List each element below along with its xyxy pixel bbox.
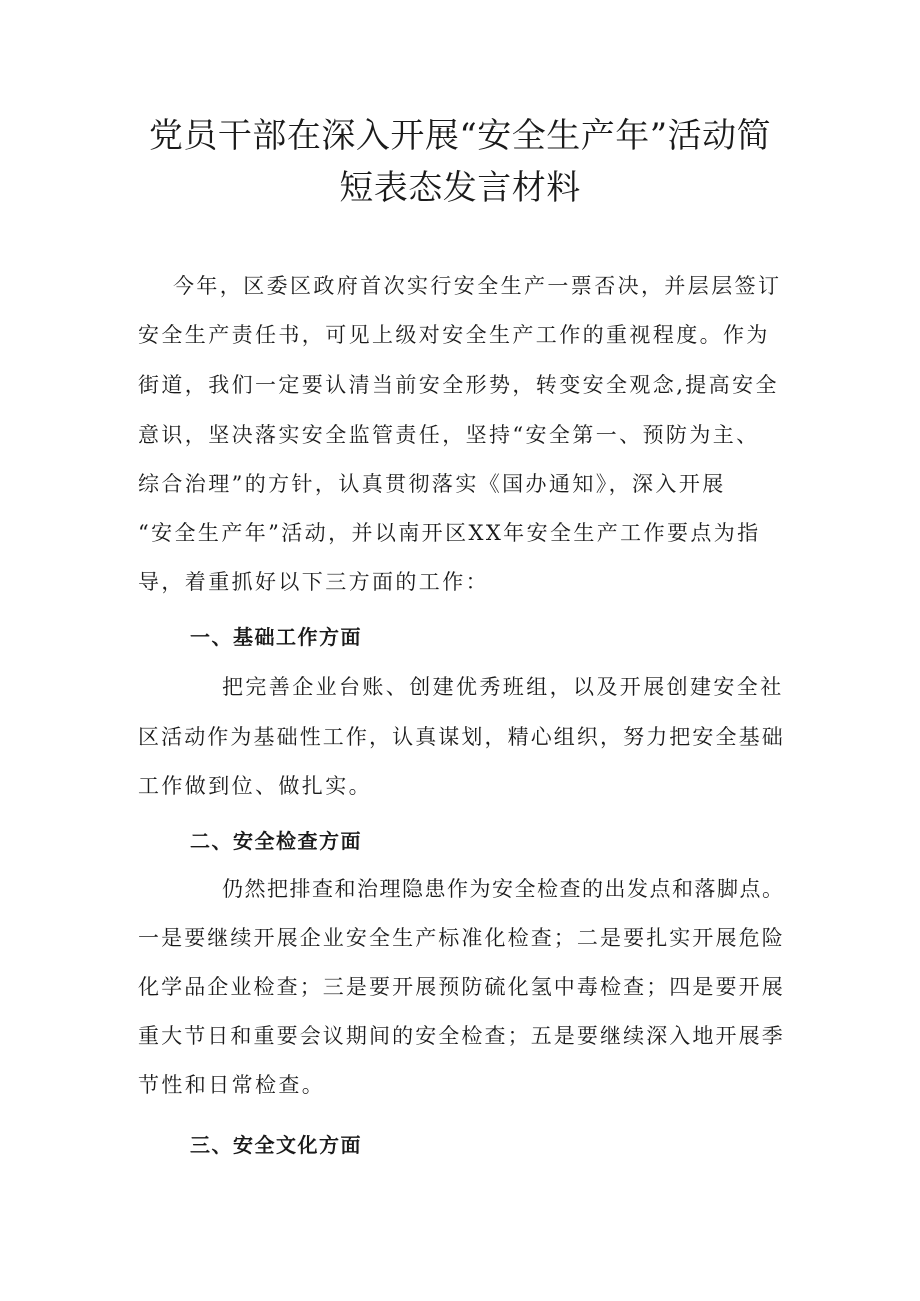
intro-line-3: 街道，我们一定要认清当前安全形势，转变安全观念,提高安全 — [138, 373, 779, 397]
section-1-heading: 一、基础工作方面 — [190, 625, 362, 649]
document-title-line-1: 党员干部在深入开展“安全生产年”活动简 — [148, 116, 772, 156]
intro-line-6: “安全生产年”活动，并以南开区XX年安全生产工作要点为指 — [138, 521, 761, 545]
intro-line-5: 综合治理”的方针，认真贯彻落实《国办通知》，深入开展 — [138, 472, 726, 496]
intro-line-4: 意识，坚决落实安全监管责任，坚持“安全第一、预防为主、 — [138, 423, 760, 447]
section-3-heading: 三、安全文化方面 — [190, 1133, 362, 1157]
section-2-line-5: 节性和日常检查。 — [138, 1073, 326, 1097]
section-1-line-1: 把完善企业台账、创建优秀班组，以及开展创建安全社 — [222, 675, 784, 699]
section-2-line-1: 仍然把排查和治理隐患作为安全检查的出发点和落脚点。 — [222, 877, 785, 901]
intro-line-1: 今年，区委区政府首次实行安全生产一票否决，并层层签订 — [173, 274, 782, 298]
section-1-line-3: 工作做到位、做扎实。 — [138, 774, 372, 798]
section-2-heading: 二、安全检查方面 — [190, 829, 362, 853]
section-2-line-2: 一是要继续开展企业安全生产标准化检查；二是要扎实开展危险 — [138, 926, 785, 950]
section-2-line-4: 重大节日和重要会议期间的安全检查；五是要继续深入地开展季 — [138, 1024, 785, 1048]
document-title-line-2: 短表态发言材料 — [339, 168, 581, 208]
section-2-line-3: 化学品企业检查；三是要开展预防硫化氢中毒检查；四是要开展 — [138, 975, 785, 999]
section-1-line-2: 区活动作为基础性工作，认真谋划，精心组织，努力把安全基础 — [138, 725, 785, 749]
intro-line-7: 导，着重抓好以下三方面的工作： — [138, 570, 489, 594]
intro-line-2: 安全生产责任书，可见上级对安全生产工作的重视程度。作为 — [138, 323, 770, 347]
